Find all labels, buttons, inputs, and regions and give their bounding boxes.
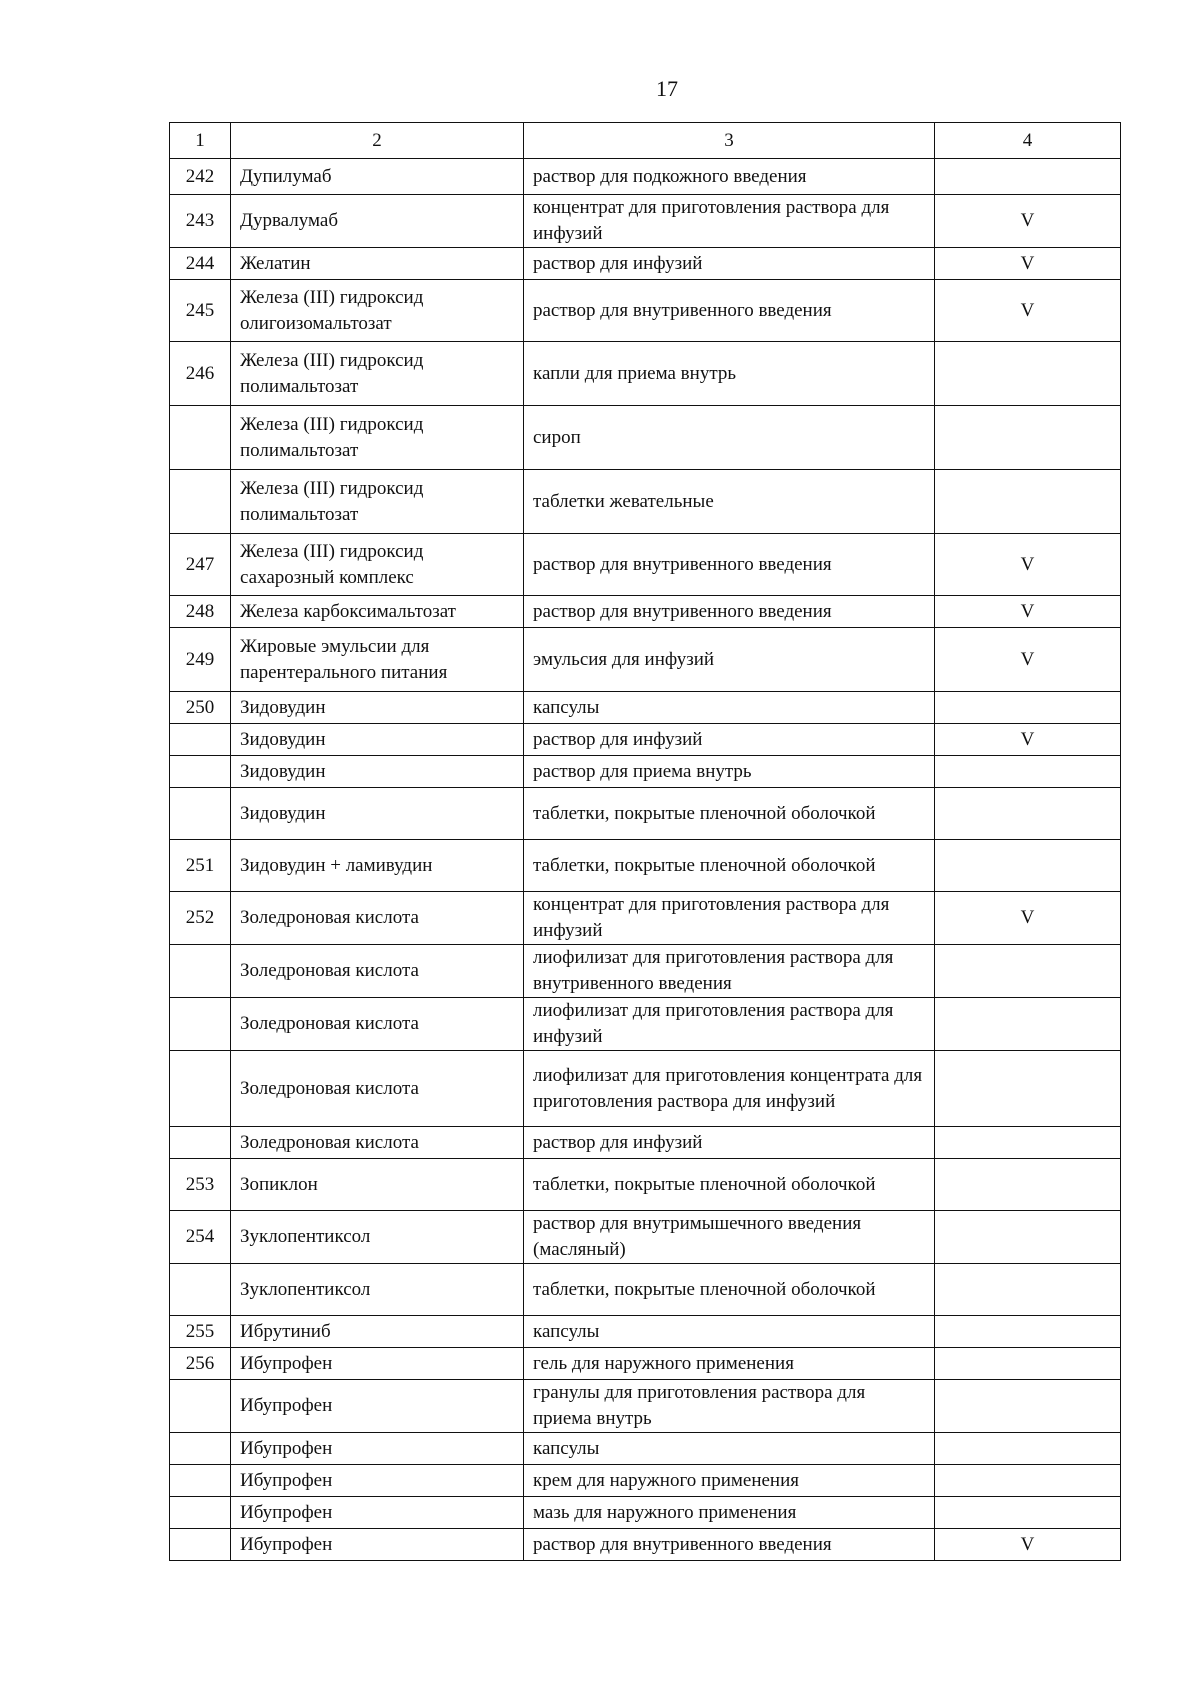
drug-name: Ибупрофен xyxy=(231,1348,524,1380)
drug-name: Золедроновая кислота xyxy=(231,1127,524,1159)
mark-cell xyxy=(935,1316,1121,1348)
row-number: 244 xyxy=(170,248,231,280)
mark-cell: V xyxy=(935,534,1121,596)
table-row xyxy=(170,1433,1121,1465)
mark-cell: V xyxy=(935,248,1121,280)
row-number: 245 xyxy=(170,280,231,342)
mark-cell: V xyxy=(935,892,1121,945)
column-number: 1 xyxy=(170,123,231,159)
dosage-form: раствор для приема внутрь xyxy=(524,756,935,788)
table-row xyxy=(170,628,1121,692)
table-row xyxy=(170,1127,1121,1159)
drug-name: Ибупрофен xyxy=(231,1433,524,1465)
drug-name: Золедроновая кислота xyxy=(231,1051,524,1127)
drug-name: Железа (III) гидроксид сахарозный комплекс xyxy=(231,534,524,596)
table-row xyxy=(170,756,1121,788)
row-number xyxy=(170,406,231,470)
row-number xyxy=(170,998,231,1051)
mark-cell xyxy=(935,406,1121,470)
dosage-form: эмульсия для инфузий xyxy=(524,628,935,692)
row-number: 252 xyxy=(170,892,231,945)
table-row xyxy=(170,998,1121,1051)
mark-cell: V xyxy=(935,195,1121,248)
table-row xyxy=(170,280,1121,342)
table-row xyxy=(170,248,1121,280)
mark-cell xyxy=(935,998,1121,1051)
table-row xyxy=(170,840,1121,892)
table-row xyxy=(170,1465,1121,1497)
dosage-form: раствор для инфузий xyxy=(524,248,935,280)
dosage-form: крем для наружного применения xyxy=(524,1465,935,1497)
dosage-form: лиофилизат для приготовления концентрата для приготовления раствора для инфузий xyxy=(524,1051,935,1127)
mark-cell xyxy=(935,1159,1121,1211)
row-number xyxy=(170,1127,231,1159)
mark-cell xyxy=(935,470,1121,534)
drug-name: Ибупрофен xyxy=(231,1380,524,1433)
row-number: 248 xyxy=(170,596,231,628)
row-number xyxy=(170,1529,231,1561)
mark-cell xyxy=(935,1051,1121,1127)
row-number: 254 xyxy=(170,1211,231,1264)
row-number: 242 xyxy=(170,159,231,195)
mark-cell xyxy=(935,692,1121,724)
table-row xyxy=(170,1264,1121,1316)
drug-name: Золедроновая кислота xyxy=(231,892,524,945)
row-number xyxy=(170,945,231,998)
mark-cell: V xyxy=(935,596,1121,628)
row-number: 243 xyxy=(170,195,231,248)
drug-name: Железа (III) гидроксид олигоизомальтозат xyxy=(231,280,524,342)
row-number: 255 xyxy=(170,1316,231,1348)
dosage-form: капсулы xyxy=(524,1433,935,1465)
mark-cell xyxy=(935,945,1121,998)
mark-cell xyxy=(935,1380,1121,1433)
dosage-form: лиофилизат для приготовления раствора для внутривенного введения xyxy=(524,945,935,998)
row-number: 246 xyxy=(170,342,231,406)
table-row xyxy=(170,892,1121,945)
row-number xyxy=(170,470,231,534)
drug-name: Золедроновая кислота xyxy=(231,945,524,998)
row-number xyxy=(170,1497,231,1529)
mark-cell xyxy=(935,1348,1121,1380)
table-row xyxy=(170,470,1121,534)
dosage-form: раствор для подкожного введения xyxy=(524,159,935,195)
table-row xyxy=(170,945,1121,998)
table-row xyxy=(170,534,1121,596)
table-row xyxy=(170,724,1121,756)
dosage-form: раствор для внутривенного введения xyxy=(524,1529,935,1561)
table-row xyxy=(170,159,1121,195)
medication-table xyxy=(169,122,1121,1561)
drug-name: Железа карбоксимальтозат xyxy=(231,596,524,628)
row-number: 250 xyxy=(170,692,231,724)
drug-name: Ибупрофен xyxy=(231,1529,524,1561)
row-number xyxy=(170,788,231,840)
table-row xyxy=(170,342,1121,406)
column-number: 2 xyxy=(231,123,524,159)
dosage-form: таблетки, покрытые пленочной оболочкой xyxy=(524,1159,935,1211)
column-number: 3 xyxy=(524,123,935,159)
table-row xyxy=(170,1529,1121,1561)
drug-name: Ибрутиниб xyxy=(231,1316,524,1348)
dosage-form: сироп xyxy=(524,406,935,470)
mark-cell xyxy=(935,756,1121,788)
dosage-form: раствор для внутривенного введения xyxy=(524,280,935,342)
drug-name: Зидовудин xyxy=(231,788,524,840)
drug-name: Зидовудин + ламивудин xyxy=(231,840,524,892)
mark-cell: V xyxy=(935,628,1121,692)
dosage-form: таблетки, покрытые пленочной оболочкой xyxy=(524,840,935,892)
drug-name: Жировые эмульсии для парентерального питания xyxy=(231,628,524,692)
mark-cell xyxy=(935,1127,1121,1159)
table-row xyxy=(170,195,1121,248)
dosage-form: гранулы для приготовления раствора для приема внутрь xyxy=(524,1380,935,1433)
mark-cell: V xyxy=(935,724,1121,756)
row-number xyxy=(170,1380,231,1433)
drug-name: Зуклопентиксол xyxy=(231,1264,524,1316)
mark-cell xyxy=(935,788,1121,840)
table-row xyxy=(170,788,1121,840)
page-number: 17 xyxy=(656,76,678,101)
drug-name: Зидовудин xyxy=(231,692,524,724)
table-row xyxy=(170,1211,1121,1264)
row-number: 247 xyxy=(170,534,231,596)
drug-name: Зидовудин xyxy=(231,756,524,788)
dosage-form: таблетки жевательные xyxy=(524,470,935,534)
table-row xyxy=(170,1497,1121,1529)
table-row xyxy=(170,1380,1121,1433)
dosage-form: раствор для инфузий xyxy=(524,724,935,756)
drug-name: Зуклопентиксол xyxy=(231,1211,524,1264)
mark-cell xyxy=(935,1497,1121,1529)
drug-name: Ибупрофен xyxy=(231,1497,524,1529)
table-row xyxy=(170,596,1121,628)
dosage-form: гель для наружного применения xyxy=(524,1348,935,1380)
dosage-form: таблетки, покрытые пленочной оболочкой xyxy=(524,1264,935,1316)
dosage-form: концентрат для приготовления раствора для инфузий xyxy=(524,195,935,248)
mark-cell xyxy=(935,159,1121,195)
row-number: 251 xyxy=(170,840,231,892)
table-row xyxy=(170,1348,1121,1380)
dosage-form: раствор для внутримышечного введения (масляный) xyxy=(524,1211,935,1264)
row-number: 256 xyxy=(170,1348,231,1380)
mark-cell xyxy=(935,1264,1121,1316)
table-row xyxy=(170,1159,1121,1211)
drug-name: Золедроновая кислота xyxy=(231,998,524,1051)
mark-cell xyxy=(935,1433,1121,1465)
dosage-form: мазь для наружного применения xyxy=(524,1497,935,1529)
drug-name: Дурвалумаб xyxy=(231,195,524,248)
mark-cell xyxy=(935,840,1121,892)
table-row xyxy=(170,406,1121,470)
mark-cell: V xyxy=(935,280,1121,342)
drug-name: Зидовудин xyxy=(231,724,524,756)
mark-cell xyxy=(935,1211,1121,1264)
drug-name: Желатин xyxy=(231,248,524,280)
row-number xyxy=(170,1264,231,1316)
dosage-form: капли для приема внутрь xyxy=(524,342,935,406)
mark-cell xyxy=(935,1465,1121,1497)
row-number xyxy=(170,756,231,788)
mark-cell: V xyxy=(935,1529,1121,1561)
row-number: 249 xyxy=(170,628,231,692)
mark-cell xyxy=(935,342,1121,406)
drug-name: Железа (III) гидроксид полимальтозат xyxy=(231,470,524,534)
dosage-form: капсулы xyxy=(524,692,935,724)
row-number xyxy=(170,1433,231,1465)
row-number xyxy=(170,724,231,756)
dosage-form: капсулы xyxy=(524,1316,935,1348)
row-number: 253 xyxy=(170,1159,231,1211)
drug-name: Ибупрофен xyxy=(231,1465,524,1497)
dosage-form: раствор для внутривенного введения xyxy=(524,534,935,596)
dosage-form: концентрат для приготовления раствора для инфузий xyxy=(524,892,935,945)
dosage-form: раствор для инфузий xyxy=(524,1127,935,1159)
drug-name: Железа (III) гидроксид полимальтозат xyxy=(231,342,524,406)
row-number xyxy=(170,1465,231,1497)
row-number xyxy=(170,1051,231,1127)
table-body xyxy=(170,159,1121,1561)
column-number-row xyxy=(170,123,1121,159)
drug-name: Дупилумаб xyxy=(231,159,524,195)
dosage-form: таблетки, покрытые пленочной оболочкой xyxy=(524,788,935,840)
table-row xyxy=(170,692,1121,724)
dosage-form: лиофилизат для приготовления раствора для инфузий xyxy=(524,998,935,1051)
column-number: 4 xyxy=(935,123,1121,159)
table-row xyxy=(170,1051,1121,1127)
table-row xyxy=(170,1316,1121,1348)
dosage-form: раствор для внутривенного введения xyxy=(524,596,935,628)
drug-name: Зопиклон xyxy=(231,1159,524,1211)
drug-name: Железа (III) гидроксид полимальтозат xyxy=(231,406,524,470)
